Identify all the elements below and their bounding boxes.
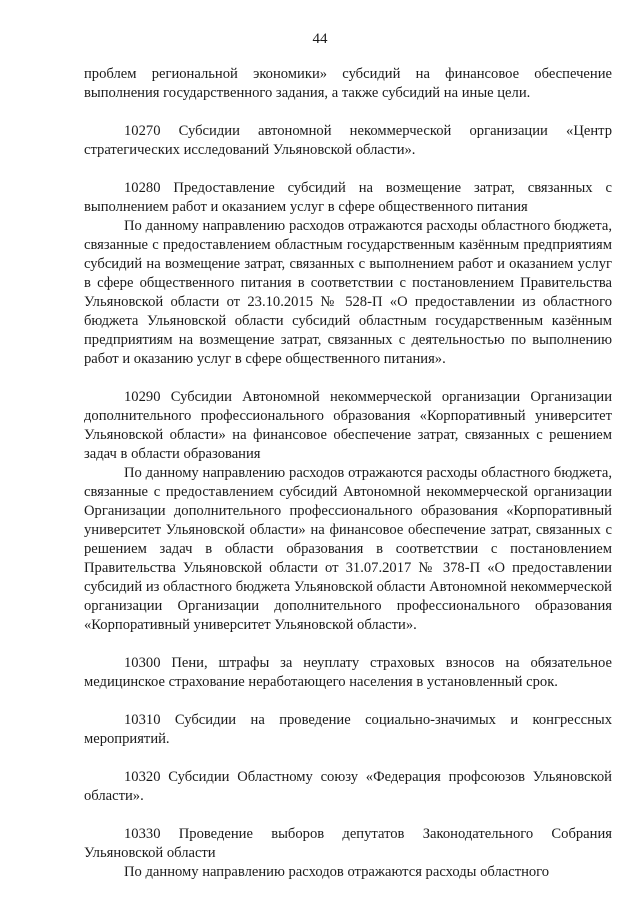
paragraph-continuation: проблем региональной экономики» субсидий на финансовое обеспечение выполнения государственного задания, а также субсидий на иные цели. [84,66,612,101]
paragraph-10300: 10300 Пени, штрафы за неуплату страховых взносов на обязательное медицинское страхование неработающего населения в установленный срок. [84,655,612,690]
page-number: 44 [312,31,328,47]
paragraph-10280-body: По данному направлению расходов отражаются расходы областного бюджета, связанные с предоставлением областным государственным казённым предприятиям субсидий на возмещение затрат, связанных с выполнением работ и оказанием услуг в сфере общественного питания в соответствии с постановлением Правительства Ульяновской области от 23.10.2015 № 528-П «О предоставлении из областного бюджета Ульяновской области субсидий областным государственным казённым предприятиям на возмещение затрат, связанных с деятельностью по выполнению работ и оказанию услуг в сфере общественного питания». [84,218,612,367]
paragraph-10280-heading: 10280 Предоставление субсидий на возмещение затрат, связанных с выполнением работ и оказанием услуг в сфере общественного питания [84,180,612,215]
paragraph-10270: 10270 Субсидии автономной некоммерческой организации «Центр стратегических исследований Ульяновской области». [84,123,612,158]
paragraph-10310: 10310 Субсидии на проведение социально-значимых и конгрессных мероприятий. [84,712,612,747]
paragraph-10330-body: По данному направлению расходов отражаются расходы областного [124,864,550,880]
paragraph-10290-heading: 10290 Субсидии Автономной некоммерческой организации Организации дополнительного профессионального образования «Корпоративный университет Ульяновской области» на финансовое обеспечение затрат, связанных с решением задач в области образования [84,389,612,462]
paragraph-10330-heading: 10330 Проведение выборов депутатов Законодательного Собрания Ульяновской области [84,826,612,861]
document-body [84,65,612,882]
paragraph-10290-body: По данному направлению расходов отражаются расходы областного бюджета, связанные с предоставлением субсидий Автономной некоммерческой организации Организации дополнительного профессионального образования «Корпоративный университет Ульяновской области» на финансовое обеспечение затрат, связанных с решением задач в области образования в соответствии с постановлением Правительства Ульяновской области от 31.07.2017 № 378-П «О предоставлении субсидий из областного бюджета Ульяновской области Автономной некоммерческой организации Организации дополнительного профессионального образования «Корпоративный университет Ульяновской области». [84,465,612,633]
paragraph-10320: 10320 Субсидии Областному союзу «Федерация профсоюзов Ульяновской области». [84,769,612,804]
